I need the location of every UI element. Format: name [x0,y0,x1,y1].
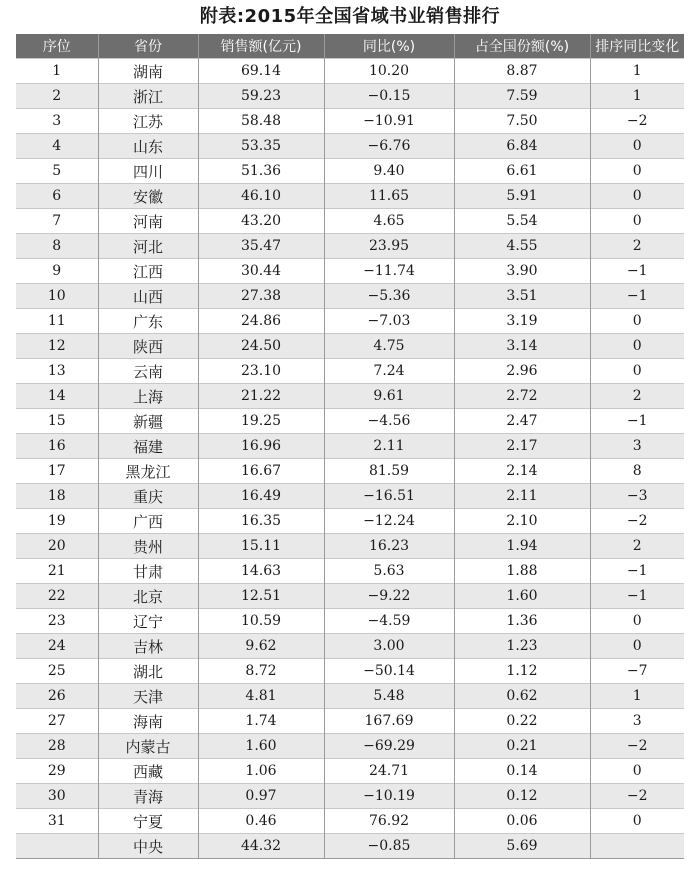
cell-rank: 15 [16,409,98,434]
cell-province: 贵州 [98,534,198,559]
cell-sales: 1.60 [198,734,324,759]
cell-province: 重庆 [98,484,198,509]
cell-province: 湖南 [98,59,198,84]
cell-rank-change: −1 [590,584,684,609]
table-row [16,309,684,334]
cell-sales: 16.35 [198,509,324,534]
cell-sales: 35.47 [198,234,324,259]
cell-rank-change: −1 [590,559,684,584]
cell-yoy: 9.40 [324,159,454,184]
table-row [16,109,684,134]
cell-rank-change: 0 [590,609,684,634]
table-row [16,209,684,234]
cell-yoy: −7.03 [324,309,454,334]
cell-sales: 8.72 [198,659,324,684]
table-row [16,834,684,859]
cell-yoy: 4.75 [324,334,454,359]
cell-rank-change: 1 [590,59,684,84]
cell-share: 1.23 [454,634,590,659]
cell-rank: 24 [16,634,98,659]
cell-province: 湖北 [98,659,198,684]
cell-rank-change: 0 [590,134,684,159]
cell-share: 0.06 [454,809,590,834]
table-row [16,459,684,484]
cell-rank: 30 [16,784,98,809]
cell-rank: 6 [16,184,98,209]
cell-province: 福建 [98,434,198,459]
cell-share: 0.12 [454,784,590,809]
cell-share: 0.21 [454,734,590,759]
cell-rank-change: 3 [590,434,684,459]
cell-share: 3.51 [454,284,590,309]
cell-rank [16,834,98,859]
cell-rank-change: −7 [590,659,684,684]
cell-province: 安徽 [98,184,198,209]
cell-sales: 15.11 [198,534,324,559]
header-rank-change: 排序同比变化 [590,34,684,59]
cell-share: 2.96 [454,359,590,384]
table-row [16,409,684,434]
cell-yoy: −12.24 [324,509,454,534]
table-header [16,34,684,59]
cell-share: 0.14 [454,759,590,784]
cell-rank-change: −3 [590,484,684,509]
cell-yoy: 3.00 [324,634,454,659]
cell-share: 7.50 [454,109,590,134]
cell-share: 2.10 [454,509,590,534]
header-yoy: 同比(%) [324,34,454,59]
cell-share: 2.11 [454,484,590,509]
cell-yoy: 23.95 [324,234,454,259]
cell-share: 1.94 [454,534,590,559]
cell-share: 3.90 [454,259,590,284]
cell-yoy: −16.51 [324,484,454,509]
cell-sales: 21.22 [198,384,324,409]
cell-sales: 16.96 [198,434,324,459]
cell-rank-change: −2 [590,784,684,809]
cell-share: 2.72 [454,384,590,409]
cell-share: 4.55 [454,234,590,259]
cell-share: 0.22 [454,709,590,734]
cell-share: 1.88 [454,559,590,584]
cell-province: 青海 [98,784,198,809]
cell-yoy: −6.76 [324,134,454,159]
cell-sales: 27.38 [198,284,324,309]
cell-rank-change: 2 [590,534,684,559]
cell-share: 2.47 [454,409,590,434]
cell-sales: 14.63 [198,559,324,584]
cell-rank: 29 [16,759,98,784]
cell-rank-change: 0 [590,334,684,359]
cell-yoy: −5.36 [324,284,454,309]
cell-rank-change: 1 [590,84,684,109]
table-row [16,534,684,559]
cell-sales: 46.10 [198,184,324,209]
cell-province: 河北 [98,234,198,259]
cell-province: 黑龙江 [98,459,198,484]
cell-sales: 51.36 [198,159,324,184]
cell-yoy: −4.59 [324,609,454,634]
table-row [16,284,684,309]
cell-sales: 0.46 [198,809,324,834]
cell-rank: 7 [16,209,98,234]
cell-province: 内蒙古 [98,734,198,759]
table-row [16,684,684,709]
cell-province: 上海 [98,384,198,409]
cell-sales: 24.50 [198,334,324,359]
cell-yoy: −9.22 [324,584,454,609]
cell-yoy: −69.29 [324,734,454,759]
cell-sales: 4.81 [198,684,324,709]
cell-yoy: 5.48 [324,684,454,709]
cell-sales: 10.59 [198,609,324,634]
cell-yoy: 11.65 [324,184,454,209]
cell-yoy: 24.71 [324,759,454,784]
cell-province: 新疆 [98,409,198,434]
cell-sales: 16.67 [198,459,324,484]
header-sales: 销售额(亿元) [198,34,324,59]
cell-province: 甘肃 [98,559,198,584]
header-rank: 序位 [16,34,98,59]
cell-rank: 16 [16,434,98,459]
cell-share: 5.54 [454,209,590,234]
cell-province: 宁夏 [98,809,198,834]
cell-rank-change [590,834,684,859]
cell-rank-change: −2 [590,509,684,534]
cell-rank-change: 0 [590,759,684,784]
cell-rank-change: −1 [590,284,684,309]
cell-rank: 28 [16,734,98,759]
cell-sales: 24.86 [198,309,324,334]
cell-rank: 9 [16,259,98,284]
table-row [16,59,684,84]
cell-sales: 19.25 [198,409,324,434]
cell-share: 6.61 [454,159,590,184]
cell-rank-change: 0 [590,309,684,334]
table-row [16,484,684,509]
cell-sales: 44.32 [198,834,324,859]
table-row [16,84,684,109]
cell-province: 四川 [98,159,198,184]
cell-share: 7.59 [454,84,590,109]
cell-province: 中央 [98,834,198,859]
table-row [16,334,684,359]
cell-rank-change: 0 [590,634,684,659]
cell-rank-change: 0 [590,209,684,234]
cell-rank: 27 [16,709,98,734]
cell-rank: 1 [16,59,98,84]
cell-yoy: 76.92 [324,809,454,834]
cell-share: 2.17 [454,434,590,459]
cell-rank-change: 2 [590,234,684,259]
table-row [16,759,684,784]
cell-yoy: −4.56 [324,409,454,434]
table-row [16,584,684,609]
cell-rank-change: −1 [590,409,684,434]
cell-share: 5.91 [454,184,590,209]
cell-sales: 1.06 [198,759,324,784]
cell-share: 1.36 [454,609,590,634]
cell-province: 江西 [98,259,198,284]
cell-rank: 4 [16,134,98,159]
cell-rank-change: −2 [590,109,684,134]
cell-yoy: −50.14 [324,659,454,684]
cell-share: 3.14 [454,334,590,359]
cell-province: 天津 [98,684,198,709]
cell-share: 3.19 [454,309,590,334]
cell-rank: 12 [16,334,98,359]
cell-share: 8.87 [454,59,590,84]
table-row [16,509,684,534]
table-row [16,234,684,259]
cell-sales: 58.48 [198,109,324,134]
cell-province: 辽宁 [98,609,198,634]
cell-province: 山东 [98,134,198,159]
cell-rank: 8 [16,234,98,259]
cell-yoy: 9.61 [324,384,454,409]
table-row [16,734,684,759]
header-row [16,34,684,59]
cell-rank-change: 0 [590,809,684,834]
cell-province: 北京 [98,584,198,609]
cell-sales: 1.74 [198,709,324,734]
cell-yoy: 10.20 [324,59,454,84]
cell-sales: 30.44 [198,259,324,284]
sales-ranking-table [16,34,684,859]
cell-share: 1.12 [454,659,590,684]
cell-province: 江苏 [98,109,198,134]
cell-rank: 22 [16,584,98,609]
cell-rank: 26 [16,684,98,709]
cell-province: 浙江 [98,84,198,109]
table-row [16,609,684,634]
cell-rank-change: 1 [590,684,684,709]
cell-sales: 16.49 [198,484,324,509]
cell-rank: 18 [16,484,98,509]
cell-rank-change: −2 [590,734,684,759]
table-row [16,809,684,834]
cell-share: 5.69 [454,834,590,859]
cell-sales: 0.97 [198,784,324,809]
cell-yoy: 16.23 [324,534,454,559]
table-row [16,384,684,409]
cell-yoy: 167.69 [324,709,454,734]
cell-share: 1.60 [454,584,590,609]
cell-share: 2.14 [454,459,590,484]
cell-province: 河南 [98,209,198,234]
cell-share: 6.84 [454,134,590,159]
table-body [16,59,684,859]
cell-yoy: −11.74 [324,259,454,284]
cell-province: 云南 [98,359,198,384]
cell-yoy: −0.15 [324,84,454,109]
cell-rank: 10 [16,284,98,309]
table-row [16,159,684,184]
table-row [16,184,684,209]
cell-rank: 31 [16,809,98,834]
cell-yoy: 81.59 [324,459,454,484]
table-row [16,659,684,684]
cell-rank: 5 [16,159,98,184]
table-title: 附表:2015年全国省域书业销售排行 [199,6,501,27]
cell-rank-change: 0 [590,359,684,384]
cell-rank: 20 [16,534,98,559]
header-share: 占全国份额(%) [454,34,590,59]
cell-rank: 23 [16,609,98,634]
cell-sales: 43.20 [198,209,324,234]
header-province: 省份 [98,34,198,59]
table-row [16,434,684,459]
cell-yoy: 5.63 [324,559,454,584]
cell-rank: 3 [16,109,98,134]
table-row [16,259,684,284]
cell-rank: 11 [16,309,98,334]
cell-province: 海南 [98,709,198,734]
cell-rank-change: 2 [590,384,684,409]
cell-province: 广东 [98,309,198,334]
cell-yoy: −0.85 [324,834,454,859]
cell-province: 吉林 [98,634,198,659]
cell-rank-change: 3 [590,709,684,734]
cell-rank-change: 8 [590,459,684,484]
table-row [16,709,684,734]
cell-sales: 23.10 [198,359,324,384]
cell-rank-change: 0 [590,184,684,209]
cell-rank-change: −1 [590,259,684,284]
cell-sales: 53.35 [198,134,324,159]
table-row [16,359,684,384]
cell-yoy: 4.65 [324,209,454,234]
cell-yoy: 7.24 [324,359,454,384]
table-row [16,784,684,809]
cell-yoy: −10.91 [324,109,454,134]
cell-rank: 2 [16,84,98,109]
cell-rank: 19 [16,509,98,534]
cell-rank-change: 0 [590,159,684,184]
cell-rank: 25 [16,659,98,684]
cell-province: 西藏 [98,759,198,784]
cell-rank: 14 [16,384,98,409]
cell-sales: 59.23 [198,84,324,109]
table-row [16,634,684,659]
cell-yoy: −10.19 [324,784,454,809]
cell-yoy: 2.11 [324,434,454,459]
cell-province: 广西 [98,509,198,534]
cell-sales: 69.14 [198,59,324,84]
cell-province: 陕西 [98,334,198,359]
cell-rank: 17 [16,459,98,484]
table-row [16,134,684,159]
cell-share: 0.62 [454,684,590,709]
cell-sales: 9.62 [198,634,324,659]
cell-province: 山西 [98,284,198,309]
cell-rank: 13 [16,359,98,384]
cell-sales: 12.51 [198,584,324,609]
table-row [16,559,684,584]
cell-rank: 21 [16,559,98,584]
